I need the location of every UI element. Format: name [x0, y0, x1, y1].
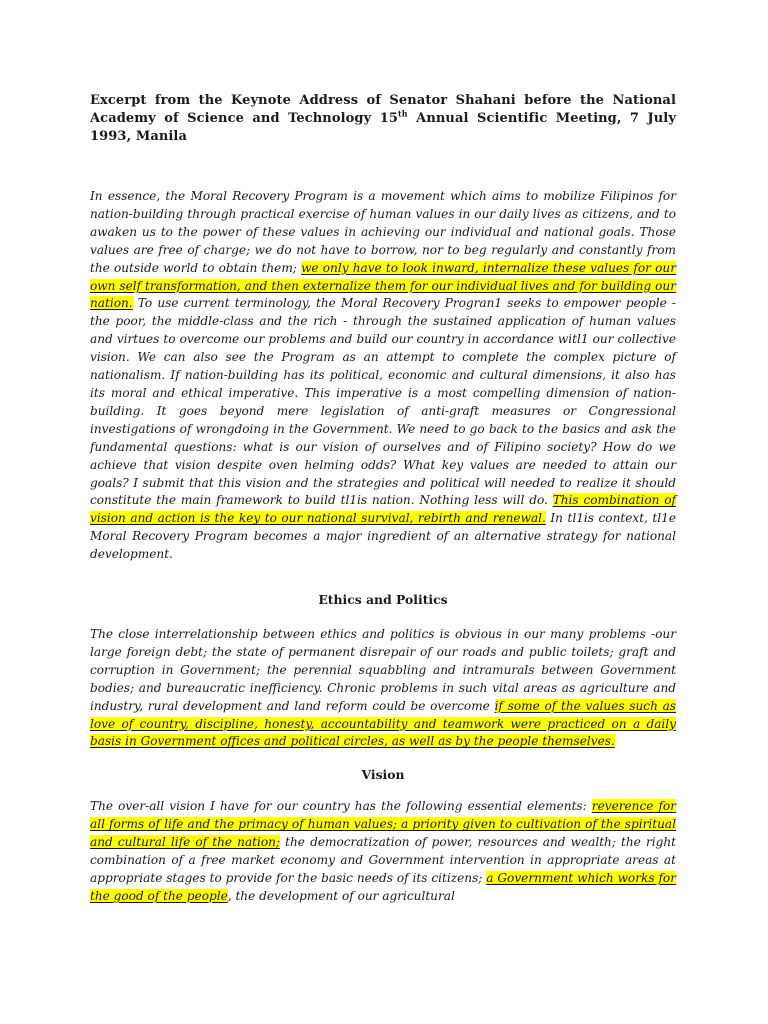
paragraph-text: In essence, the Moral Recovery Program is a movement which aims to mobilize Filipinos for nation-building through practical exercise of human values in our daily lives as citizens, and to awaken us to the power of these values in achieving our individual and national goals. Those values are free of charge; we do not have to borrow, nor to beg regularly and constantly from the outside world to obtain them; [90, 189, 676, 275]
paragraph-text: To use current terminology, the Moral Recovery Progran1 seeks to empower people - the poor, the middle-class and the rich - through the sustained application of human values and virtues to overcome our problems and build our country in accordance witl1 our collective vision. We can also see the Program as an attempt to complete the complex picture of nationalism. If nation-building has its political, economic and cultural dimensions, it also has its moral and ethical imperative. This imperative is a most compelling dimension of nation-building. It goes beyond mere legislation of anti-graft measures or Congressional investigations of wrongdoing in the Government. We need to go back to the basics and ask the fundamental questions: what is our vision of ourselves and of Filipino society? How do we achieve that vision despite oven helming odds? What key values are needed to attain our goals? I submit that this vision and the strategies and political will needed to realize it should constitute the main framework to build tl1is nation. Nothing less will do. [90, 296, 676, 508]
section-heading-vision: Vision [361, 767, 405, 783]
title-text-start: Excerpt from the Keynote Address of Senator Shahani before the National Academy of Science and Technology 15 [90, 93, 676, 126]
paragraph-text: In tl1is context, tl1e Moral Recovery Program becomes a major ingredient of an alternative strategy for national development. [90, 511, 677, 562]
highlighted-text: a Government which works for the good of the people [90, 871, 676, 903]
highlighted-text: we only have to look inward, internalize these values for our own self transformation, and then externalize them for our individual lives and for building our nation. [90, 260, 676, 311]
paragraph-text: The over-all vision I have for our country has the following essential elements: [90, 799, 592, 814]
highlighted-text: if some of the values such as love of country, discipline, honesty, accountability and teamwork were practiced on a daily basis in Government offices and political circles, as well as by the people themselves. [90, 698, 677, 749]
paragraph-text: , the development of our agricultural [227, 888, 455, 903]
highlighted-text: This combination of vision and action is the key to our national survival, rebirth and renewal. [90, 493, 676, 526]
highlighted-text: reverence for all forms of life and the primacy of human values; a priority given to cultivation of the spiritual and cultural life of the nation; [90, 799, 676, 850]
paragraph-text: the democratization of power, resources and wealth; the right combination of a free market economy and Government intervention in appropriate areas at appropriate stages to provide for the basic needs of its citizens; [90, 835, 676, 885]
document-title [90, 92, 676, 146]
section-heading-ethics: Ethics and Politics [318, 592, 448, 608]
document-page [90, 92, 676, 906]
title-text-end: Annual Scientific Meeting, 7 July 1993, Manila [90, 111, 676, 144]
title-superscript: th [398, 108, 408, 119]
paragraph-vision [90, 798, 676, 905]
paragraph-ethics [90, 626, 676, 751]
paragraph-moral-recovery [90, 188, 676, 564]
paragraph-text: The close interrelationship between ethics and politics is obvious in our many problems -our large foreign debt; the state of permanent disrepair of our roads and public toilets; graft and corruption in Government; the perennial squabbling and intramurals between Government bodies; and bureaucratic inefficiency. Chronic problems in such vital areas as agriculture and industry, rural development and land reform could be overcome [90, 627, 676, 713]
